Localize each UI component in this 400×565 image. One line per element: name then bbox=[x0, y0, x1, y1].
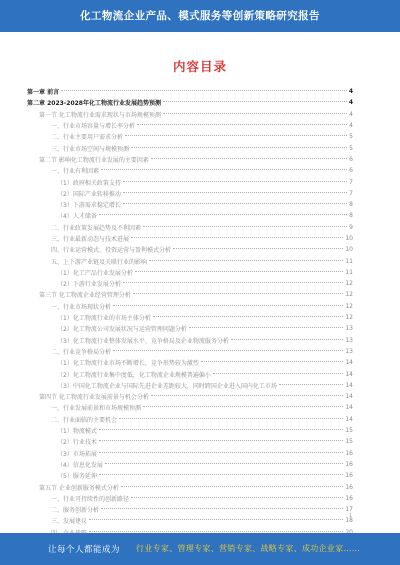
toc-leader-dots bbox=[61, 90, 347, 91]
toc-leader-dots bbox=[125, 135, 347, 136]
footer-bar bbox=[0, 533, 400, 565]
toc-entry-text: （1）物流模式 bbox=[57, 428, 97, 436]
toc-entry-text: 第三节 化工物流企业经营管理分析 bbox=[39, 292, 131, 300]
toc-page-number: 4 bbox=[349, 110, 353, 118]
toc-page-number: 14 bbox=[345, 359, 353, 367]
toc-page-number: 18 bbox=[345, 517, 353, 525]
toc-page-number: 7 bbox=[349, 189, 353, 197]
toc-leader-dots bbox=[89, 519, 343, 520]
toc-leader-dots bbox=[149, 260, 343, 261]
toc-entry-text: （3）市场拓展 bbox=[57, 450, 97, 458]
toc-leader-dots bbox=[279, 384, 344, 385]
toc-page-number: 11 bbox=[345, 268, 353, 276]
toc-leader-dots bbox=[131, 147, 347, 148]
toc-leader-dots bbox=[151, 158, 347, 159]
toc-entry-text: 第二章 2023-2028年化工物流行业发展趋势预测 bbox=[27, 100, 161, 108]
toc-page-number: 12 bbox=[345, 302, 353, 310]
toc-entry-text: 三、行业最新动态与技术进展 bbox=[51, 236, 130, 243]
toc-page-number: 16 bbox=[345, 472, 353, 480]
toc-leader-dots bbox=[131, 237, 343, 238]
toc-page-number: 13 bbox=[345, 347, 353, 355]
toc-leader-dots bbox=[99, 474, 344, 475]
toc-leader-dots bbox=[153, 316, 344, 317]
toc-leader-dots bbox=[123, 181, 347, 182]
toc-leader-dots bbox=[143, 406, 343, 407]
toc-page-number: 11 bbox=[345, 257, 353, 265]
toc-page-number: 14 bbox=[345, 381, 353, 389]
toc-leader-dots bbox=[99, 429, 344, 430]
toc-entry[interactable] bbox=[27, 312, 353, 323]
toc-entry[interactable] bbox=[27, 120, 353, 131]
footer-slogan-right: 行业专家、管理专家、营销专家、战略专家、成功企业家…… bbox=[136, 544, 361, 553]
toc-entry-text: （1）化工物流行业的市场主体分析 bbox=[57, 315, 151, 323]
toc-entry[interactable] bbox=[27, 448, 353, 459]
toc-page-number: 14 bbox=[345, 404, 353, 412]
toc-entry[interactable] bbox=[27, 459, 353, 470]
toc-entry[interactable] bbox=[27, 301, 353, 312]
toc-entry-text: （1）化工物流行业市场不断增长，竞争形势较为激烈 bbox=[57, 360, 199, 368]
toc-page-number: 13 bbox=[345, 336, 353, 344]
toc-page-number: 12 bbox=[345, 280, 353, 288]
toc-entry-text: （1）化工产品行业发展分析 bbox=[57, 269, 133, 277]
toc-leader-dots bbox=[113, 305, 343, 306]
toc-entry[interactable] bbox=[27, 222, 353, 233]
toc-page-number: 16 bbox=[345, 449, 353, 457]
toc-leader-dots bbox=[231, 339, 344, 340]
toc-page-number: 10 bbox=[345, 246, 353, 254]
toc-leader-dots bbox=[135, 271, 344, 272]
toc-page-number: 13 bbox=[345, 325, 353, 333]
toc-page-number: 12 bbox=[345, 314, 353, 322]
toc-leader-dots bbox=[89, 531, 343, 532]
toc-entry[interactable] bbox=[27, 233, 353, 244]
toc-entry[interactable] bbox=[27, 323, 353, 334]
toc-entry[interactable] bbox=[27, 493, 353, 504]
toc-entry[interactable] bbox=[27, 402, 353, 413]
toc-entry[interactable] bbox=[27, 391, 353, 402]
toc-page-number: 9 bbox=[349, 223, 353, 231]
toc-page-number: 14 bbox=[345, 370, 353, 378]
toc-page-number: 16 bbox=[345, 460, 353, 468]
toc-entry-text: （4）人才储备 bbox=[57, 213, 97, 221]
toc-entry-text: 二、行业面临的主要机会 bbox=[51, 416, 118, 424]
toc-leader-dots bbox=[143, 226, 347, 227]
toc-page-number: 16 bbox=[345, 494, 353, 502]
toc-leader-dots bbox=[121, 486, 343, 487]
toc-entry-text: 第四节 化工物流行业发展前景与机会分析 bbox=[39, 394, 149, 402]
toc-entry[interactable] bbox=[27, 470, 353, 481]
toc-entry-text: （2）行业技术 bbox=[57, 439, 97, 447]
toc-entry[interactable] bbox=[27, 176, 353, 187]
toc-entry[interactable] bbox=[27, 165, 353, 176]
toc-entry-text: 一、行业可持续性的创新路径 bbox=[51, 495, 130, 503]
toc-page-number: 7 bbox=[349, 178, 353, 186]
toc-page-number: 15 bbox=[345, 427, 353, 435]
toc-page-number: 8 bbox=[349, 201, 353, 209]
toc-leader-dots bbox=[105, 463, 344, 464]
toc-entry[interactable] bbox=[27, 436, 353, 447]
toc-leader-dots bbox=[151, 395, 343, 396]
toc-entry[interactable] bbox=[27, 267, 353, 278]
table-of-contents bbox=[27, 86, 353, 538]
footer-slogan-left: 让每个人都能成为 bbox=[48, 545, 121, 555]
toc-entry-text: 第五节 企业创新服务模式分析 bbox=[39, 484, 119, 492]
toc-entry-text: （2）化工物流行业集中度低，化工物流企业规模普遍偏小 bbox=[57, 371, 211, 379]
toc-entry-text: 五、上下游产业链及关联行业的影响 bbox=[51, 258, 148, 266]
toc-entry[interactable] bbox=[27, 188, 353, 199]
toc-page-number: 15 bbox=[345, 438, 353, 446]
toc-entry-text: 三、行业市场空间与规模预测 bbox=[51, 145, 130, 153]
toc-page-number: 14 bbox=[345, 415, 353, 423]
toc-entry[interactable] bbox=[27, 481, 353, 492]
toc-entry-text: 一、行业市场现状分析 bbox=[51, 303, 112, 311]
toc-leader-dots bbox=[101, 169, 347, 170]
toc-entry[interactable] bbox=[27, 244, 353, 255]
toc-leader-dots bbox=[189, 327, 344, 328]
toc-entry[interactable] bbox=[27, 289, 353, 300]
toc-page-number: 14 bbox=[345, 393, 353, 401]
toc-entry[interactable] bbox=[27, 504, 353, 515]
toc-page-number: 4 bbox=[348, 99, 353, 107]
toc-leader-dots bbox=[123, 282, 344, 283]
toc-entry-text: 二、行业竞争格局分析 bbox=[51, 348, 112, 356]
toc-entry[interactable] bbox=[27, 210, 353, 221]
toc-leader-dots bbox=[201, 361, 344, 362]
toc-leader-dots bbox=[163, 113, 347, 114]
toc-entry[interactable] bbox=[27, 380, 353, 391]
toc-entry[interactable] bbox=[27, 86, 353, 97]
toc-page-number: 8 bbox=[349, 212, 353, 220]
toc-entry[interactable] bbox=[27, 414, 353, 425]
toc-entry-text: 二、行业主要用户需求分析 bbox=[51, 134, 124, 142]
toc-leader-dots bbox=[131, 497, 343, 498]
toc-leader-dots bbox=[173, 248, 343, 249]
toc-page-number: 12 bbox=[345, 291, 353, 299]
toc-entry[interactable] bbox=[27, 278, 353, 289]
toc-heading: 内容目录 bbox=[172, 59, 227, 74]
toc-page-number: 6 bbox=[349, 155, 353, 163]
toc-entry-text: （2）下游行业发展分析 bbox=[57, 281, 121, 289]
toc-entry-text: （5）服务延伸 bbox=[57, 473, 97, 481]
toc-page-number: 4 bbox=[349, 122, 353, 130]
toc-leader-dots bbox=[119, 418, 343, 419]
toc-entry[interactable] bbox=[27, 515, 353, 526]
toc-entry-text: 第二节 影响化工物流行业发展的主要因素 bbox=[39, 156, 149, 164]
toc-entry[interactable] bbox=[27, 142, 353, 153]
toc-leader-dots bbox=[99, 452, 344, 453]
toc-leader-dots bbox=[137, 124, 347, 125]
toc-entry[interactable] bbox=[27, 199, 353, 210]
toc-leader-dots bbox=[113, 350, 343, 351]
toc-leader-dots bbox=[213, 373, 344, 374]
toc-entry-text: 第一章 前言 bbox=[27, 89, 60, 97]
page-number-marker: 1 bbox=[349, 513, 353, 519]
toc-entry[interactable] bbox=[27, 154, 353, 165]
toc-leader-dots bbox=[99, 214, 347, 215]
toc-entry-text: （1）政府相关政策支持 bbox=[57, 179, 121, 187]
toc-entry[interactable] bbox=[27, 109, 353, 120]
toc-entry-text: 三、发展建议 bbox=[51, 518, 88, 526]
toc-leader-dots bbox=[163, 101, 347, 102]
toc-entry[interactable] bbox=[27, 368, 353, 379]
toc-entry-text: 第一节 化工物流行业需求现状与市场规模预测 bbox=[39, 111, 161, 119]
report-header-bar bbox=[0, 0, 400, 32]
toc-entry[interactable] bbox=[27, 357, 353, 368]
toc-entry[interactable] bbox=[27, 346, 353, 357]
toc-page-number: 5 bbox=[349, 133, 353, 141]
toc-entry-text: 一、行业有利因素 bbox=[51, 168, 100, 176]
toc-entry-text: （3）中国化工物流企业与国际先进企业差距较大，同时跨国企业进入国内化工市场 bbox=[57, 382, 277, 390]
toc-entry[interactable] bbox=[27, 425, 353, 436]
report-title: 化工物流企业产品、模式服务等创新策略研究报告 bbox=[80, 10, 320, 22]
toc-entry-text: 一、行业市场容量与增长率分析 bbox=[51, 123, 136, 131]
toc-entry-text: （2）化工物流公司发展状况与运营管理问题分析 bbox=[57, 326, 187, 334]
toc-page-number: 5 bbox=[349, 144, 353, 152]
toc-entry-text: （4）信息化发展 bbox=[57, 461, 103, 469]
toc-entry[interactable] bbox=[27, 255, 353, 266]
toc-leader-dots bbox=[123, 203, 347, 204]
toc-leader-dots bbox=[101, 508, 343, 509]
toc-entry[interactable] bbox=[27, 131, 353, 142]
toc-entry-text: 二、服务创新分析 bbox=[51, 507, 100, 515]
toc-leader-dots bbox=[123, 192, 347, 193]
toc-leader-dots bbox=[133, 293, 343, 294]
toc-entry-text: （3）化工物流行业整体发展水平、竞争格局及企业物流服务分析 bbox=[57, 337, 229, 345]
toc-entry-text: 一、行业发展前景和市场规模预测 bbox=[51, 405, 142, 413]
toc-page-number: 10 bbox=[345, 235, 353, 242]
toc-entry-text: （2）国际产业转移推动 bbox=[57, 190, 121, 198]
toc-entry-text: 二、行业政策发展趋势及不利因素 bbox=[51, 224, 142, 232]
toc-page-number: 17 bbox=[345, 506, 353, 514]
toc-leader-dots bbox=[99, 440, 344, 441]
toc-entry-text: （3）下游需求稳定增长 bbox=[57, 202, 121, 210]
toc-page-number: 16 bbox=[345, 483, 353, 491]
toc-entry-text: 四、行业运营模式、投资运营与盈利模式分析 bbox=[51, 247, 172, 255]
toc-entry[interactable] bbox=[27, 97, 353, 108]
toc-page-number: 6 bbox=[349, 167, 353, 175]
toc-page-number: 4 bbox=[348, 88, 353, 96]
toc-entry[interactable] bbox=[27, 335, 353, 346]
